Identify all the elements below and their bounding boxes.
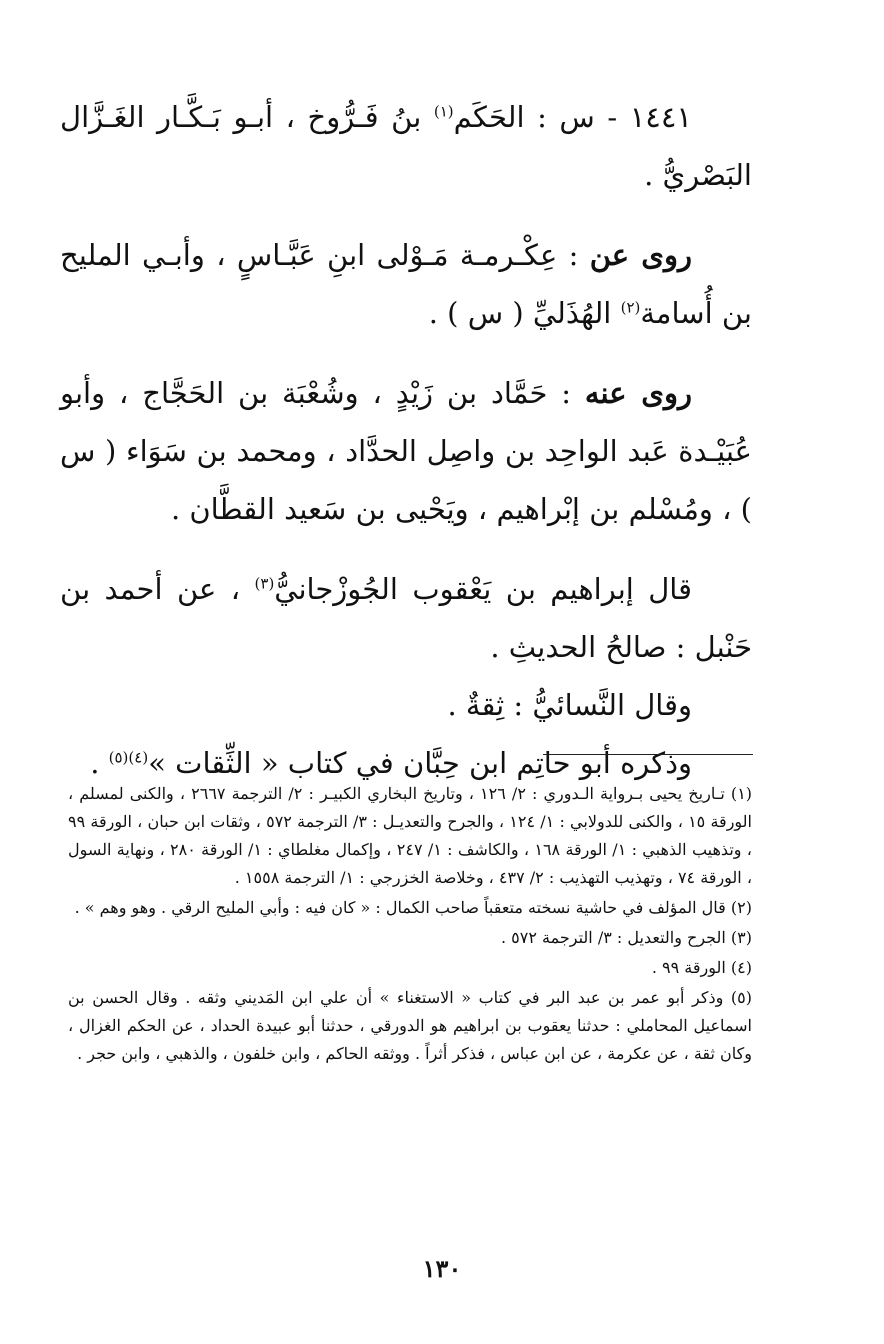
- narrated-from-text-2: الهُذَليِّ ( س ) .: [428, 296, 621, 330]
- footnote-ref-4-5: (٤)(٥): [108, 748, 149, 767]
- quote-nasai-text: وقال النَّسائيُّ : ثِقةٌ .: [447, 688, 692, 722]
- footnote-2: (٢) قال المؤلف في حاشية نسخته متعقباً صاحب الكمال : « كان فيه : وأبي المليح الرقي . وهو وهم » .: [74, 898, 752, 917]
- main-text: [60, 88, 752, 792]
- page-number: ١٣٠: [422, 1254, 462, 1283]
- footnote-4: (٤) الورقة ٩٩ .: [651, 958, 752, 977]
- narrated-from-label: روى عن: [589, 238, 692, 272]
- narrated-by-label: روى عنه: [584, 376, 692, 410]
- narrated-by-paragraph: [60, 364, 752, 538]
- footnote-5: (٥) وذكر أبو عمر بن عبد البر في كتاب « الاستغناء » أن علي ابن المَديني وثقه . وقال الحسن بن اسماعيل المحاملي : حدثنا يعقوب بن ابراهيم هو الدورقي ، حدثنا أبو عبيدة الحداد ، عن الحكم الغزال ، وكان ثقة ، عن عكرمة ، عن ابن عباس ، فذكر أثراً . ووثقه الحاكم ، وابن خلفون ، والذهبي ، وابن حجر .: [68, 988, 752, 1063]
- footnote-separator: [543, 754, 753, 755]
- quote-jawzajani: [60, 560, 752, 676]
- entry-heading: [60, 88, 752, 204]
- footnote-1: (١) تـاريخ يحيى بـرواية الـدوري : ٢/ ١٢٦ ، وتاريخ البخاري الكبيـر : ٢/ الترجمة ٢٦٦٧ ، والكنى لمسلم ، الورقة ١٥ ، والكنى للدولابي : ١/ ١٢٤ ، والجرح والتعديـل : ٣/ الترجمة ٥٧٢ ، وثقات ابن حبان ، الورقة ٩٩ ، وتذهيب الذهبي : ١/ الورقة ١٦٨ ، والكاشف : ١/ ٢٤٧ ، وإكمال مغلطاي : ١/ الورقة ٢٨٠ ، ونهاية السول ، الورقة ٧٤ ، وتهذيب التهذيب : ٢/ ٤٣٧ ، وخلاصة الخزرجي : ١/ الترجمة ١٥٥٨ .: [68, 784, 753, 887]
- quote-jawzajani-text-b: ، عن أحمد بن حَنْبل : صالحُ الحديثِ .: [60, 572, 752, 664]
- quote-jawzajani-text-a: قال إبراهيم بن يَعْقوب الجُوزْجانيُّ: [274, 572, 693, 606]
- quote-nasai: [60, 676, 752, 734]
- footnote-ref-2: (٢): [620, 298, 641, 317]
- quote-ibn-hibban-text-b: .: [90, 746, 109, 780]
- entry-heading-rest: بنُ فَـرُّوخ ، أبـو بَـكَّـار الغَـزَّال البَصْريُّ .: [60, 100, 752, 192]
- footnote-ref-1: (١): [433, 102, 454, 121]
- footnote-ref-3: (٣): [254, 574, 275, 593]
- footnote-3: (٣) الجرح والتعديل : ٣/ الترجمة ٥٧٢ .: [501, 928, 752, 947]
- narrated-from-text-1: : عِكْـرمـة مَـوْلى ابنِ عَبَّـاسٍ ، وأبـي المليح بن أُسامة: [60, 238, 752, 330]
- entry-heading-text: ١٤٤١ - س : الحَكَم: [453, 100, 692, 134]
- footnotes: [68, 780, 752, 1070]
- quote-ibn-hibban-text-a: وذكره أبو حاتِم ابن حِبَّان في كتاب « الثِّقات »: [148, 746, 692, 780]
- narrated-from-paragraph: [60, 226, 752, 342]
- narrated-by-text: : حَمَّاد بن زَيْدٍ ، وشُعْبَة بن الحَجَّاج ، وأبو عُبَيْـدة عَبد الواحِد بن واصِل الحدَّاد ، ومحمد بن سَوَاء ( س ) ، ومُسْلم بن إبْراهيم ، ويَحْيى بن سَعيد القطَّان .: [60, 376, 752, 526]
